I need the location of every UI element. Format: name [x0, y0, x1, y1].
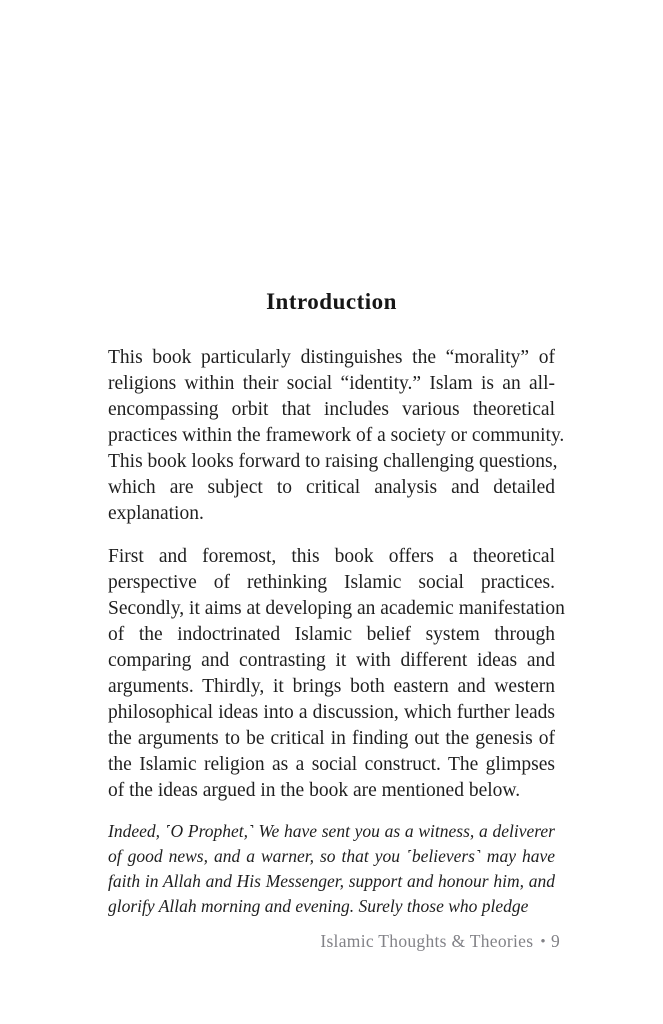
text-line: Secondly, it aims at developing an academic manifestation [108, 598, 565, 619]
text-line: encompassing orbit that includes various theoretical [108, 399, 555, 420]
footer-book-title: Islamic Thoughts & Theories [320, 931, 534, 951]
body-paragraph-2 [108, 544, 565, 804]
text-line: glorify Allah morning and evening. Surely those who pledge [108, 896, 529, 916]
text-line: practices within the framework of a society or community. [108, 425, 565, 446]
text-line: of good news, and a warner, so that you ˹believers˺ may have [108, 846, 555, 866]
text-line: First and foremost, this book offers a theoretical [108, 546, 555, 567]
text-line: This book looks forward to raising challenging questions, [108, 451, 558, 472]
page-content [108, 0, 565, 919]
text-line: Indeed, ˹O Prophet,˺ We have sent you as a witness, a deliverer [108, 821, 555, 841]
text-line: of the indoctrinated Islamic belief system through [108, 624, 555, 645]
text-line: explanation. [108, 503, 204, 524]
quote-paragraph [108, 819, 555, 919]
text-line: the arguments to be critical in finding out the genesis of [108, 728, 555, 749]
text-line: This book particularly distinguishes the “morality” of [108, 347, 555, 368]
text-line: philosophical ideas into a discussion, which further leads [108, 702, 555, 723]
chapter-title: Introduction [266, 289, 397, 314]
running-footer [108, 931, 560, 952]
text-line: religions within their social “identity.” Islam is an all- [108, 373, 555, 394]
text-line: faith in Allah and His Messenger, support and honour him, and [108, 871, 555, 891]
footer-page-number: 9 [550, 931, 560, 951]
body-paragraph-1 [108, 345, 565, 527]
footer-bullet-icon: • [540, 934, 546, 950]
text-line: perspective of rethinking Islamic social practices. [108, 572, 555, 593]
text-line: the Islamic religion as a social construct. The glimpses [108, 754, 555, 775]
text-line: comparing and contrasting it with different ideas and [108, 650, 555, 671]
text-line: which are subject to critical analysis and detailed [108, 477, 555, 498]
text-line: of the ideas argued in the book are mentioned below. [108, 780, 521, 801]
text-line: arguments. Thirdly, it brings both eastern and western [108, 676, 555, 697]
